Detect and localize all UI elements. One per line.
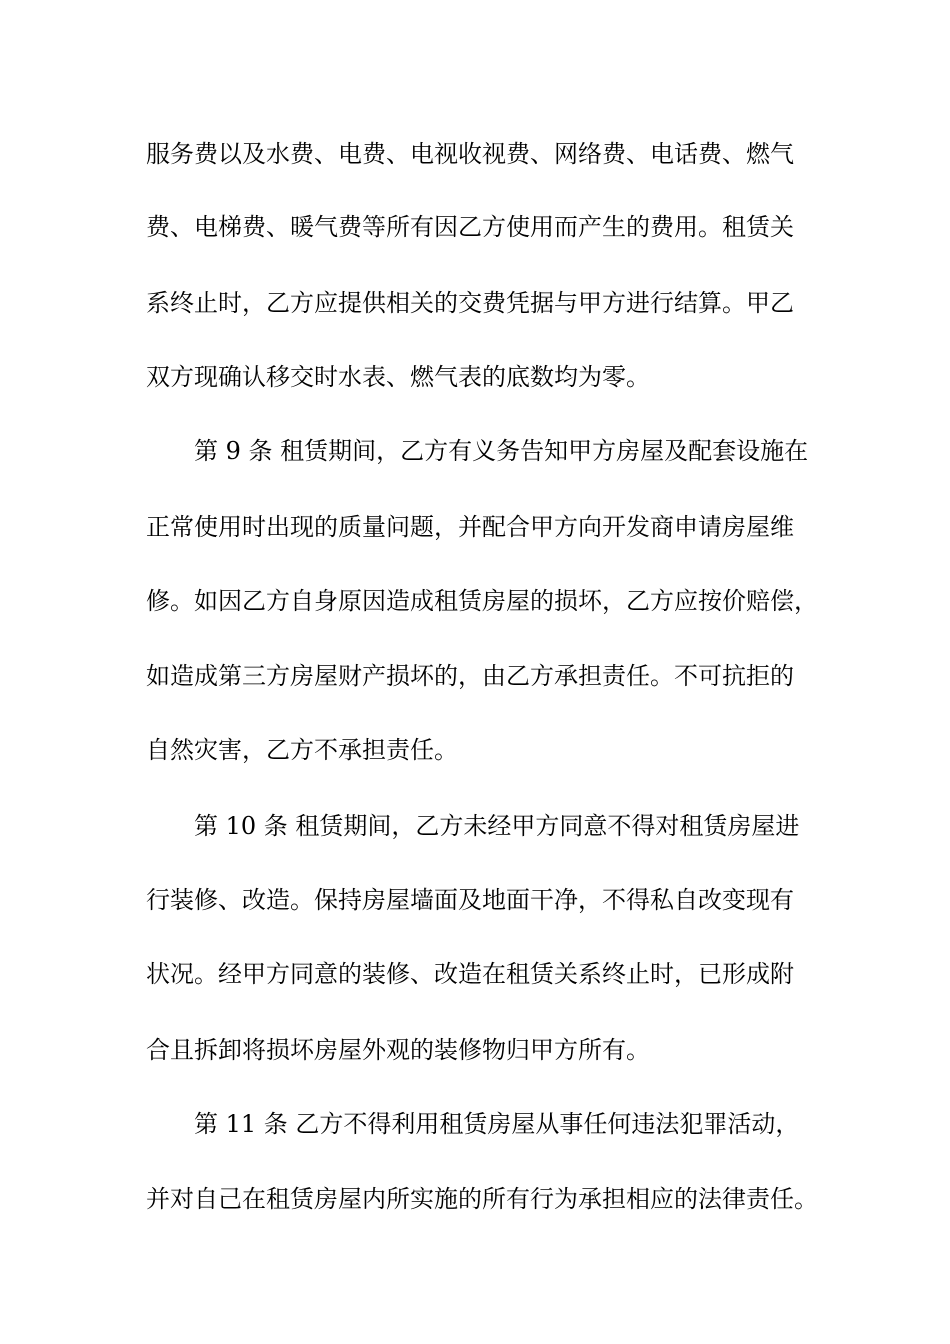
text-line: 并对自己在租赁房屋内所实施的所有行为承担相应的法律责任。 bbox=[146, 1185, 818, 1213]
article-10-heading-line: 第 10 条 租赁期间，乙方未经甲方同意不得对租赁房屋进 bbox=[194, 812, 800, 840]
text-line: 修。如因乙方自身原因造成租赁房屋的损坏，乙方应按价赔偿， bbox=[146, 587, 818, 615]
text-line: 费、电梯费、暖气费等所有因乙方使用而产生的费用。租赁关 bbox=[146, 213, 794, 241]
text-line: 行装修、改造。保持房屋墙面及地面干净，不得私自改变现有 bbox=[146, 886, 794, 914]
text-line: 服务费以及水费、电费、电视收视费、网络费、电话费、燃气 bbox=[146, 140, 794, 168]
text-line: 自然灾害，乙方不承担责任。 bbox=[146, 736, 458, 764]
text-line: 系终止时，乙方应提供相关的交费凭据与甲方进行结算。甲乙 bbox=[146, 289, 794, 317]
article-9-heading-line: 第 9 条 租赁期间，乙方有义务告知甲方房屋及配套设施在 bbox=[194, 437, 809, 465]
text-line: 正常使用时出现的质量问题，并配合甲方向开发商申请房屋维 bbox=[146, 513, 794, 541]
text-line: 合且拆卸将损坏房屋外观的装修物归甲方所有。 bbox=[146, 1036, 650, 1064]
text-line: 双方现确认移交时水表、燃气表的底数均为零。 bbox=[146, 363, 650, 391]
text-line: 状况。经甲方同意的装修、改造在租赁关系终止时，已形成附 bbox=[146, 960, 794, 988]
article-11-heading-line: 第 11 条 乙方不得利用租赁房屋从事任何违法犯罪活动， bbox=[194, 1110, 800, 1138]
text-line: 如造成第三方房屋财产损坏的，由乙方承担责任。不可抗拒的 bbox=[146, 662, 794, 690]
